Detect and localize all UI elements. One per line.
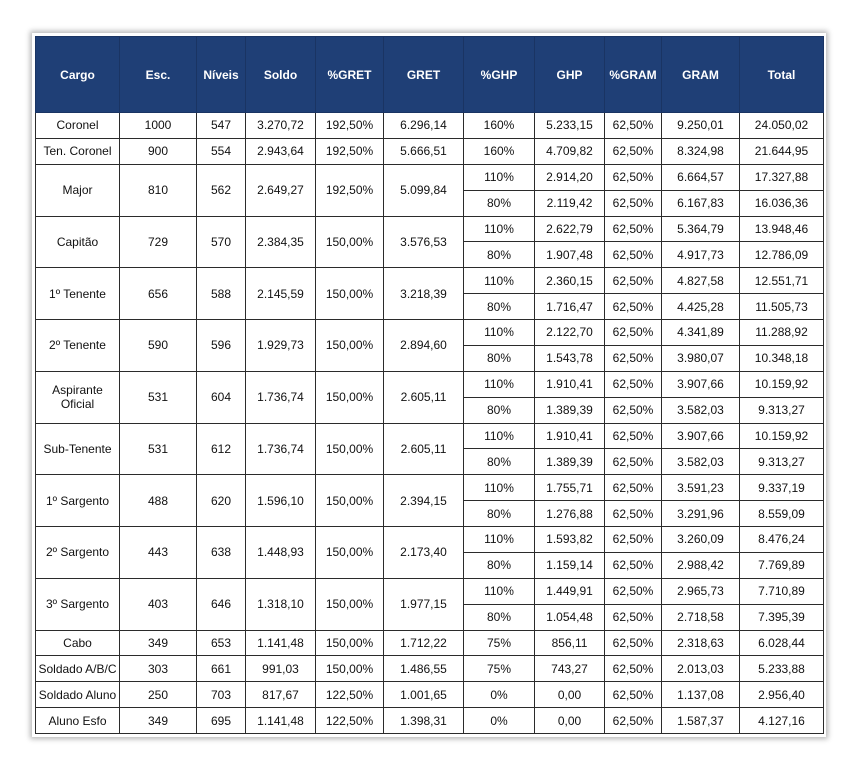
niveis-cell: 612 [197, 423, 246, 475]
total-cell: 12.551,71 [740, 268, 824, 294]
total-cell: 7.710,89 [740, 578, 824, 604]
esc-cell: 531 [120, 423, 197, 475]
pct-ghp-cell: 110% [464, 527, 535, 553]
soldo-cell: 1.141,48 [246, 630, 316, 656]
cargo-cell: Ten. Coronel [36, 138, 120, 164]
ghp-cell: 2.360,15 [535, 268, 605, 294]
gret-cell: 2.894,60 [384, 320, 464, 372]
gret-cell: 2.394,15 [384, 475, 464, 527]
gram-cell: 4.827,58 [662, 268, 740, 294]
total-cell: 8.476,24 [740, 527, 824, 553]
ghp-cell: 1.910,41 [535, 423, 605, 449]
ghp-cell: 2.914,20 [535, 164, 605, 190]
pct-ghp-cell: 160% [464, 113, 535, 139]
ghp-cell: 4.709,82 [535, 138, 605, 164]
pct-ghp-cell: 0% [464, 682, 535, 708]
pct-gram-cell: 62,50% [605, 527, 662, 553]
gram-cell: 2.318,63 [662, 630, 740, 656]
pct-gram-cell: 62,50% [605, 578, 662, 604]
cargo-cell: Aluno Esfo [36, 708, 120, 734]
col-header-gram: GRAM [662, 37, 740, 113]
niveis-cell: 661 [197, 656, 246, 682]
total-cell: 21.644,95 [740, 138, 824, 164]
gram-cell: 3.907,66 [662, 371, 740, 397]
soldo-cell: 2.384,35 [246, 216, 316, 268]
esc-cell: 303 [120, 656, 197, 682]
gram-cell: 2.013,03 [662, 656, 740, 682]
pct-ghp-cell: 110% [464, 216, 535, 242]
pct-ghp-cell: 80% [464, 397, 535, 423]
esc-cell: 250 [120, 682, 197, 708]
gret-cell: 5.099,84 [384, 164, 464, 216]
table-row [36, 113, 824, 139]
gram-cell: 3.907,66 [662, 423, 740, 449]
cargo-cell: 2º Tenente [36, 320, 120, 372]
gret-cell: 3.576,53 [384, 216, 464, 268]
pct-ghp-cell: 110% [464, 423, 535, 449]
pct-gret-cell: 150,00% [316, 475, 384, 527]
gram-cell: 3.591,23 [662, 475, 740, 501]
gram-cell: 5.364,79 [662, 216, 740, 242]
ghp-cell: 1.755,71 [535, 475, 605, 501]
niveis-cell: 653 [197, 630, 246, 656]
total-cell: 12.786,09 [740, 242, 824, 268]
gret-cell: 2.605,11 [384, 371, 464, 423]
total-cell: 10.348,18 [740, 345, 824, 371]
pct-ghp-cell: 80% [464, 552, 535, 578]
pct-gret-cell: 192,50% [316, 113, 384, 139]
pct-ghp-cell: 110% [464, 475, 535, 501]
pct-gram-cell: 62,50% [605, 449, 662, 475]
pct-gram-cell: 62,50% [605, 630, 662, 656]
niveis-cell: 570 [197, 216, 246, 268]
esc-cell: 531 [120, 371, 197, 423]
ghp-cell: 1.716,47 [535, 294, 605, 320]
pct-gret-cell: 150,00% [316, 320, 384, 372]
esc-cell: 810 [120, 164, 197, 216]
pct-gret-cell: 150,00% [316, 423, 384, 475]
pct-gram-cell: 62,50% [605, 501, 662, 527]
col-header-total: Total [740, 37, 824, 113]
table-row [36, 320, 824, 346]
total-cell: 9.337,19 [740, 475, 824, 501]
pct-gret-cell: 150,00% [316, 656, 384, 682]
table-row [36, 423, 824, 449]
soldo-cell: 1.736,74 [246, 423, 316, 475]
table-row [36, 371, 824, 397]
pct-gret-cell: 150,00% [316, 268, 384, 320]
niveis-cell: 703 [197, 682, 246, 708]
cargo-cell: 1º Sargento [36, 475, 120, 527]
niveis-cell: 604 [197, 371, 246, 423]
gret-cell: 2.605,11 [384, 423, 464, 475]
pct-ghp-cell: 110% [464, 578, 535, 604]
gret-cell: 1.712,22 [384, 630, 464, 656]
soldo-cell: 1.929,73 [246, 320, 316, 372]
pct-gram-cell: 62,50% [605, 397, 662, 423]
ghp-cell: 2.622,79 [535, 216, 605, 242]
soldo-cell: 1.448,93 [246, 527, 316, 579]
ghp-cell: 5.233,15 [535, 113, 605, 139]
cargo-cell: Capitão [36, 216, 120, 268]
pct-ghp-cell: 110% [464, 371, 535, 397]
col-header-gret: GRET [384, 37, 464, 113]
total-cell: 4.127,16 [740, 708, 824, 734]
gram-cell: 6.664,57 [662, 164, 740, 190]
pct-gram-cell: 62,50% [605, 138, 662, 164]
ghp-cell: 1.593,82 [535, 527, 605, 553]
cargo-cell: 1º Tenente [36, 268, 120, 320]
pct-ghp-cell: 110% [464, 268, 535, 294]
pct-ghp-cell: 80% [464, 190, 535, 216]
gram-cell: 4.341,89 [662, 320, 740, 346]
pct-gram-cell: 62,50% [605, 294, 662, 320]
niveis-cell: 596 [197, 320, 246, 372]
soldo-cell: 1.318,10 [246, 578, 316, 630]
soldo-cell: 2.943,64 [246, 138, 316, 164]
ghp-cell: 2.122,70 [535, 320, 605, 346]
total-cell: 6.028,44 [740, 630, 824, 656]
ghp-cell: 743,27 [535, 656, 605, 682]
pct-ghp-cell: 80% [464, 345, 535, 371]
pct-gram-cell: 62,50% [605, 475, 662, 501]
total-cell: 10.159,92 [740, 371, 824, 397]
total-cell: 16.036,36 [740, 190, 824, 216]
esc-cell: 488 [120, 475, 197, 527]
pct-gret-cell: 150,00% [316, 630, 384, 656]
pct-ghp-cell: 80% [464, 294, 535, 320]
gram-cell: 8.324,98 [662, 138, 740, 164]
total-cell: 9.313,27 [740, 397, 824, 423]
col-header-soldo: Soldo [246, 37, 316, 113]
total-cell: 2.956,40 [740, 682, 824, 708]
gram-cell: 4.917,73 [662, 242, 740, 268]
pct-gram-cell: 62,50% [605, 656, 662, 682]
cargo-cell: 3º Sargento [36, 578, 120, 630]
soldo-cell: 1.596,10 [246, 475, 316, 527]
table-row [36, 682, 824, 708]
header-row [36, 37, 824, 113]
pct-ghp-cell: 80% [464, 604, 535, 630]
cargo-cell: Cabo [36, 630, 120, 656]
pct-ghp-cell: 75% [464, 656, 535, 682]
cargo-cell: Coronel [36, 113, 120, 139]
gret-cell: 1.977,15 [384, 578, 464, 630]
niveis-cell: 646 [197, 578, 246, 630]
ghp-cell: 1.276,88 [535, 501, 605, 527]
ghp-cell: 1.910,41 [535, 371, 605, 397]
ghp-cell: 1.389,39 [535, 397, 605, 423]
gram-cell: 3.582,03 [662, 397, 740, 423]
pct-gret-cell: 150,00% [316, 578, 384, 630]
esc-cell: 349 [120, 630, 197, 656]
pct-gram-cell: 62,50% [605, 371, 662, 397]
table-frame [32, 33, 826, 737]
niveis-cell: 695 [197, 708, 246, 734]
pct-gram-cell: 62,50% [605, 552, 662, 578]
table-row [36, 164, 824, 190]
pct-gret-cell: 150,00% [316, 371, 384, 423]
total-cell: 11.288,92 [740, 320, 824, 346]
soldo-cell: 991,03 [246, 656, 316, 682]
cargo-cell: Soldado A/B/C [36, 656, 120, 682]
esc-cell: 1000 [120, 113, 197, 139]
pct-ghp-cell: 110% [464, 320, 535, 346]
col-header-niveis: Níveis [197, 37, 246, 113]
pct-gram-cell: 62,50% [605, 682, 662, 708]
esc-cell: 403 [120, 578, 197, 630]
pct-ghp-cell: 80% [464, 242, 535, 268]
soldo-cell: 1.736,74 [246, 371, 316, 423]
gram-cell: 2.965,73 [662, 578, 740, 604]
pct-gram-cell: 62,50% [605, 164, 662, 190]
table-row [36, 708, 824, 734]
table-row [36, 656, 824, 682]
gram-cell: 3.260,09 [662, 527, 740, 553]
niveis-cell: 588 [197, 268, 246, 320]
total-cell: 7.395,39 [740, 604, 824, 630]
pct-ghp-cell: 75% [464, 630, 535, 656]
salary-table [35, 36, 824, 734]
table-body [36, 113, 824, 734]
pct-ghp-cell: 80% [464, 449, 535, 475]
gram-cell: 1.587,37 [662, 708, 740, 734]
ghp-cell: 0,00 [535, 682, 605, 708]
gram-cell: 6.167,83 [662, 190, 740, 216]
cargo-cell: 2º Sargento [36, 527, 120, 579]
total-cell: 8.559,09 [740, 501, 824, 527]
niveis-cell: 554 [197, 138, 246, 164]
soldo-cell: 817,67 [246, 682, 316, 708]
total-cell: 7.769,89 [740, 552, 824, 578]
cargo-cell: Aspirante Oficial [36, 371, 120, 423]
col-header-esc: Esc. [120, 37, 197, 113]
pct-gram-cell: 62,50% [605, 242, 662, 268]
gram-cell: 2.718,58 [662, 604, 740, 630]
total-cell: 24.050,02 [740, 113, 824, 139]
pct-gram-cell: 62,50% [605, 345, 662, 371]
gret-cell: 3.218,39 [384, 268, 464, 320]
pct-gret-cell: 150,00% [316, 216, 384, 268]
niveis-cell: 562 [197, 164, 246, 216]
pct-gram-cell: 62,50% [605, 604, 662, 630]
pct-gret-cell: 192,50% [316, 138, 384, 164]
niveis-cell: 638 [197, 527, 246, 579]
soldo-cell: 2.145,59 [246, 268, 316, 320]
gret-cell: 5.666,51 [384, 138, 464, 164]
cargo-cell: Soldado Aluno [36, 682, 120, 708]
table-row [36, 138, 824, 164]
niveis-cell: 547 [197, 113, 246, 139]
gret-cell: 1.486,55 [384, 656, 464, 682]
esc-cell: 590 [120, 320, 197, 372]
gram-cell: 9.250,01 [662, 113, 740, 139]
pct-gram-cell: 62,50% [605, 216, 662, 242]
total-cell: 5.233,88 [740, 656, 824, 682]
gram-cell: 3.980,07 [662, 345, 740, 371]
cargo-cell: Sub-Tenente [36, 423, 120, 475]
ghp-cell: 1.449,91 [535, 578, 605, 604]
pct-gram-cell: 62,50% [605, 320, 662, 346]
table-row [36, 578, 824, 604]
esc-cell: 349 [120, 708, 197, 734]
ghp-cell: 0,00 [535, 708, 605, 734]
col-header-ghp: GHP [535, 37, 605, 113]
table-row [36, 216, 824, 242]
pct-ghp-cell: 0% [464, 708, 535, 734]
esc-cell: 656 [120, 268, 197, 320]
total-cell: 11.505,73 [740, 294, 824, 320]
ghp-cell: 1.907,48 [535, 242, 605, 268]
pct-gret-cell: 122,50% [316, 682, 384, 708]
gret-cell: 6.296,14 [384, 113, 464, 139]
table-row [36, 475, 824, 501]
gret-cell: 2.173,40 [384, 527, 464, 579]
table-row [36, 268, 824, 294]
table-row [36, 630, 824, 656]
col-header-pct-ghp: %GHP [464, 37, 535, 113]
soldo-cell: 2.649,27 [246, 164, 316, 216]
table-row [36, 527, 824, 553]
pct-gram-cell: 62,50% [605, 268, 662, 294]
cargo-cell: Major [36, 164, 120, 216]
gram-cell: 4.425,28 [662, 294, 740, 320]
total-cell: 13.948,46 [740, 216, 824, 242]
ghp-cell: 1.543,78 [535, 345, 605, 371]
col-header-pct-gram: %GRAM [605, 37, 662, 113]
ghp-cell: 1.054,48 [535, 604, 605, 630]
gram-cell: 1.137,08 [662, 682, 740, 708]
total-cell: 17.327,88 [740, 164, 824, 190]
ghp-cell: 856,11 [535, 630, 605, 656]
pct-gram-cell: 62,50% [605, 423, 662, 449]
niveis-cell: 620 [197, 475, 246, 527]
gram-cell: 2.988,42 [662, 552, 740, 578]
pct-gret-cell: 150,00% [316, 527, 384, 579]
gret-cell: 1.398,31 [384, 708, 464, 734]
total-cell: 10.159,92 [740, 423, 824, 449]
ghp-cell: 1.389,39 [535, 449, 605, 475]
gram-cell: 3.582,03 [662, 449, 740, 475]
pct-gram-cell: 62,50% [605, 708, 662, 734]
gret-cell: 1.001,65 [384, 682, 464, 708]
esc-cell: 900 [120, 138, 197, 164]
esc-cell: 443 [120, 527, 197, 579]
soldo-cell: 3.270,72 [246, 113, 316, 139]
col-header-pct-gret: %GRET [316, 37, 384, 113]
col-header-cargo: Cargo [36, 37, 120, 113]
pct-gram-cell: 62,50% [605, 190, 662, 216]
soldo-cell: 1.141,48 [246, 708, 316, 734]
pct-gret-cell: 192,50% [316, 164, 384, 216]
ghp-cell: 2.119,42 [535, 190, 605, 216]
ghp-cell: 1.159,14 [535, 552, 605, 578]
total-cell: 9.313,27 [740, 449, 824, 475]
pct-gret-cell: 122,50% [316, 708, 384, 734]
gram-cell: 3.291,96 [662, 501, 740, 527]
esc-cell: 729 [120, 216, 197, 268]
pct-gram-cell: 62,50% [605, 113, 662, 139]
pct-ghp-cell: 110% [464, 164, 535, 190]
pct-ghp-cell: 160% [464, 138, 535, 164]
pct-ghp-cell: 80% [464, 501, 535, 527]
